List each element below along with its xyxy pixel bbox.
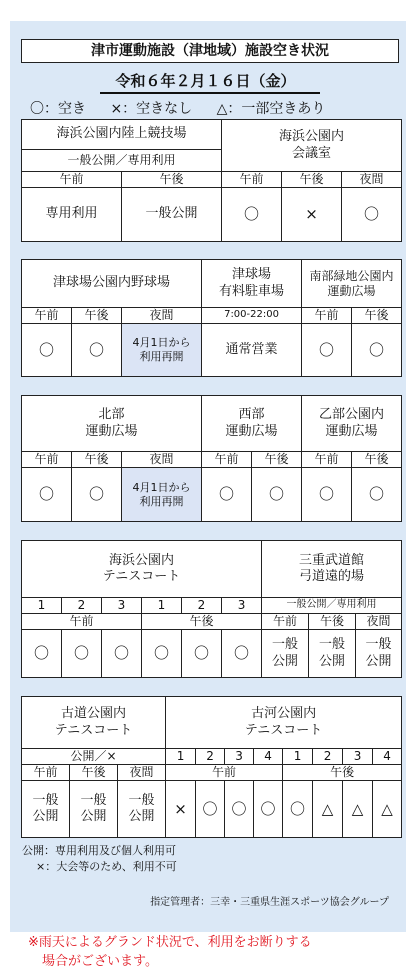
period-header: 午後 bbox=[282, 172, 342, 188]
facility-name: 海浜公園内 会議室 bbox=[222, 120, 402, 172]
status-cell: 一般 公開 bbox=[262, 630, 309, 678]
period-header: 午前 bbox=[22, 308, 72, 324]
period-header: 夜間 bbox=[342, 172, 402, 188]
table-tennis-parks bbox=[21, 696, 402, 838]
facility-name: 海浜公園内陸上競技場 bbox=[22, 120, 222, 150]
legend bbox=[30, 98, 345, 118]
status-cell: 〇 bbox=[62, 630, 102, 678]
status-cell: 一般 公開 bbox=[309, 630, 356, 678]
period-header: 夜間 bbox=[356, 614, 402, 630]
reopen-notice: 4月1日から 利用再開 bbox=[122, 324, 202, 377]
date-underline bbox=[100, 92, 320, 94]
status-cell: 〇 bbox=[252, 468, 302, 522]
facility-name: 乙部公園内 運動広場 bbox=[302, 396, 402, 452]
status-cell: △ bbox=[313, 781, 343, 838]
court-number: 1 bbox=[142, 598, 182, 614]
status-cell: 〇 bbox=[225, 781, 254, 838]
period-header: 午後 bbox=[252, 452, 302, 468]
note-unavailable: ×：大会等のため、利用不可 bbox=[36, 860, 177, 873]
legend-full: ×：空きなし bbox=[110, 101, 193, 117]
status-cell: 〇 bbox=[196, 781, 225, 838]
period-header: 午後 bbox=[352, 452, 402, 468]
facility-name: 津球場公園内野球場 bbox=[22, 260, 202, 308]
status-cell: △ bbox=[343, 781, 373, 838]
period-header: 午後 bbox=[70, 765, 118, 781]
period-header: 午前 bbox=[302, 308, 352, 324]
period-header: 午後 bbox=[72, 308, 122, 324]
period-header: 午前 bbox=[22, 452, 72, 468]
period-header: 午前 bbox=[22, 172, 122, 188]
period-header: 午前 bbox=[22, 614, 142, 630]
court-number: 3 bbox=[225, 749, 254, 765]
legend-partial: △：一部空きあり bbox=[216, 101, 326, 117]
status-cell: 一般 公開 bbox=[22, 781, 70, 838]
period-header: 午前 bbox=[302, 452, 352, 468]
period-header: 午前 bbox=[166, 765, 283, 781]
court-number: 3 bbox=[343, 749, 373, 765]
period-header: 夜間 bbox=[122, 308, 202, 324]
court-number: 2 bbox=[196, 749, 225, 765]
period-header: 午後 bbox=[142, 614, 262, 630]
status-cell: 〇 bbox=[302, 468, 352, 522]
status-cell: 〇 bbox=[22, 468, 72, 522]
note-public: 公開：専用利用及び個人利用可 bbox=[22, 844, 176, 857]
facility-name: 西部 運動広場 bbox=[202, 396, 302, 452]
facility-name: 海浜公園内 テニスコート bbox=[22, 541, 262, 598]
usage-type: 一般公開／専用利用 bbox=[22, 150, 222, 172]
facility-name: 南部緑地公園内 運動広場 bbox=[302, 260, 402, 308]
status-cell: △ bbox=[373, 781, 402, 838]
usage-type: 一般公開／専用利用 bbox=[262, 598, 402, 614]
court-number: 4 bbox=[373, 749, 402, 765]
status-cell: 〇 bbox=[22, 324, 72, 377]
status-cell: 専用利用 bbox=[22, 188, 122, 242]
status-cell: 〇 bbox=[283, 781, 313, 838]
table-tennis-kyudo bbox=[21, 540, 402, 678]
report-date: 令和６年２月１６日（金） bbox=[115, 72, 296, 90]
manager-credit: 指定管理者：三幸・三重県生涯スポーツ協会グループ bbox=[150, 897, 389, 908]
table-coastal-stadium bbox=[21, 119, 402, 242]
period-header: 午後 bbox=[309, 614, 356, 630]
status-cell: 〇 bbox=[72, 324, 122, 377]
status-cell: 〇 bbox=[142, 630, 182, 678]
period-header: 午後 bbox=[72, 452, 122, 468]
period-header: 夜間 bbox=[122, 452, 202, 468]
status-cell: 通常営業 bbox=[202, 324, 302, 377]
warning-line: 場合がございます。 bbox=[42, 954, 158, 969]
status-cell: 一般公開 bbox=[122, 188, 222, 242]
facility-name: 津球場 有料駐車場 bbox=[202, 260, 302, 308]
status-cell: 一般 公開 bbox=[70, 781, 118, 838]
table-baseball bbox=[21, 259, 402, 377]
table-sports-grounds bbox=[21, 395, 402, 522]
period-header: 7:00-22:00 bbox=[202, 308, 302, 324]
period-header: 午前 bbox=[22, 765, 70, 781]
status-cell: 〇 bbox=[352, 468, 402, 522]
court-number: 3 bbox=[222, 598, 262, 614]
status-cell: 〇 bbox=[222, 188, 282, 242]
status-cell: 〇 bbox=[202, 468, 252, 522]
court-number: 1 bbox=[166, 749, 196, 765]
warning-line: ※雨天によるグランド状況で、利用をお断りする bbox=[28, 935, 312, 950]
court-number: 2 bbox=[313, 749, 343, 765]
status-cell: 〇 bbox=[72, 468, 122, 522]
facility-name: 古道公園内 テニスコート bbox=[22, 697, 166, 749]
status-cell: 〇 bbox=[254, 781, 283, 838]
facility-name: 三重武道館 弓道遠的場 bbox=[262, 541, 402, 598]
period-header: 午前 bbox=[262, 614, 309, 630]
period-header: 午後 bbox=[122, 172, 222, 188]
status-cell: × bbox=[282, 188, 342, 242]
period-header: 午後 bbox=[283, 765, 402, 781]
reopen-notice: 4月1日から 利用再開 bbox=[122, 468, 202, 522]
status-cell: 〇 bbox=[342, 188, 402, 242]
usage-type: 公開／× bbox=[22, 749, 166, 765]
court-number: 1 bbox=[22, 598, 62, 614]
status-cell: 一般 公開 bbox=[118, 781, 166, 838]
status-cell: × bbox=[166, 781, 196, 838]
status-cell: 〇 bbox=[302, 324, 352, 377]
court-number: 3 bbox=[102, 598, 142, 614]
court-number: 2 bbox=[182, 598, 222, 614]
court-number: 4 bbox=[254, 749, 283, 765]
period-header: 午前 bbox=[222, 172, 282, 188]
notes bbox=[22, 843, 177, 875]
status-cell: 〇 bbox=[22, 630, 62, 678]
status-cell: 〇 bbox=[222, 630, 262, 678]
facility-name: 古河公園内 テニスコート bbox=[166, 697, 402, 749]
period-header: 午前 bbox=[202, 452, 252, 468]
court-number: 1 bbox=[283, 749, 313, 765]
period-header: 午後 bbox=[352, 308, 402, 324]
facility-name: 北部 運動広場 bbox=[22, 396, 202, 452]
period-header: 夜間 bbox=[118, 765, 166, 781]
court-number: 2 bbox=[62, 598, 102, 614]
rain-warning bbox=[28, 933, 312, 971]
status-cell: 一般 公開 bbox=[356, 630, 402, 678]
page-title: 津市運動施設（津地域）施設空き状況 bbox=[21, 39, 399, 63]
status-cell: 〇 bbox=[182, 630, 222, 678]
status-cell: 〇 bbox=[102, 630, 142, 678]
legend-available: 〇：空き bbox=[30, 101, 86, 117]
status-cell: 〇 bbox=[352, 324, 402, 377]
